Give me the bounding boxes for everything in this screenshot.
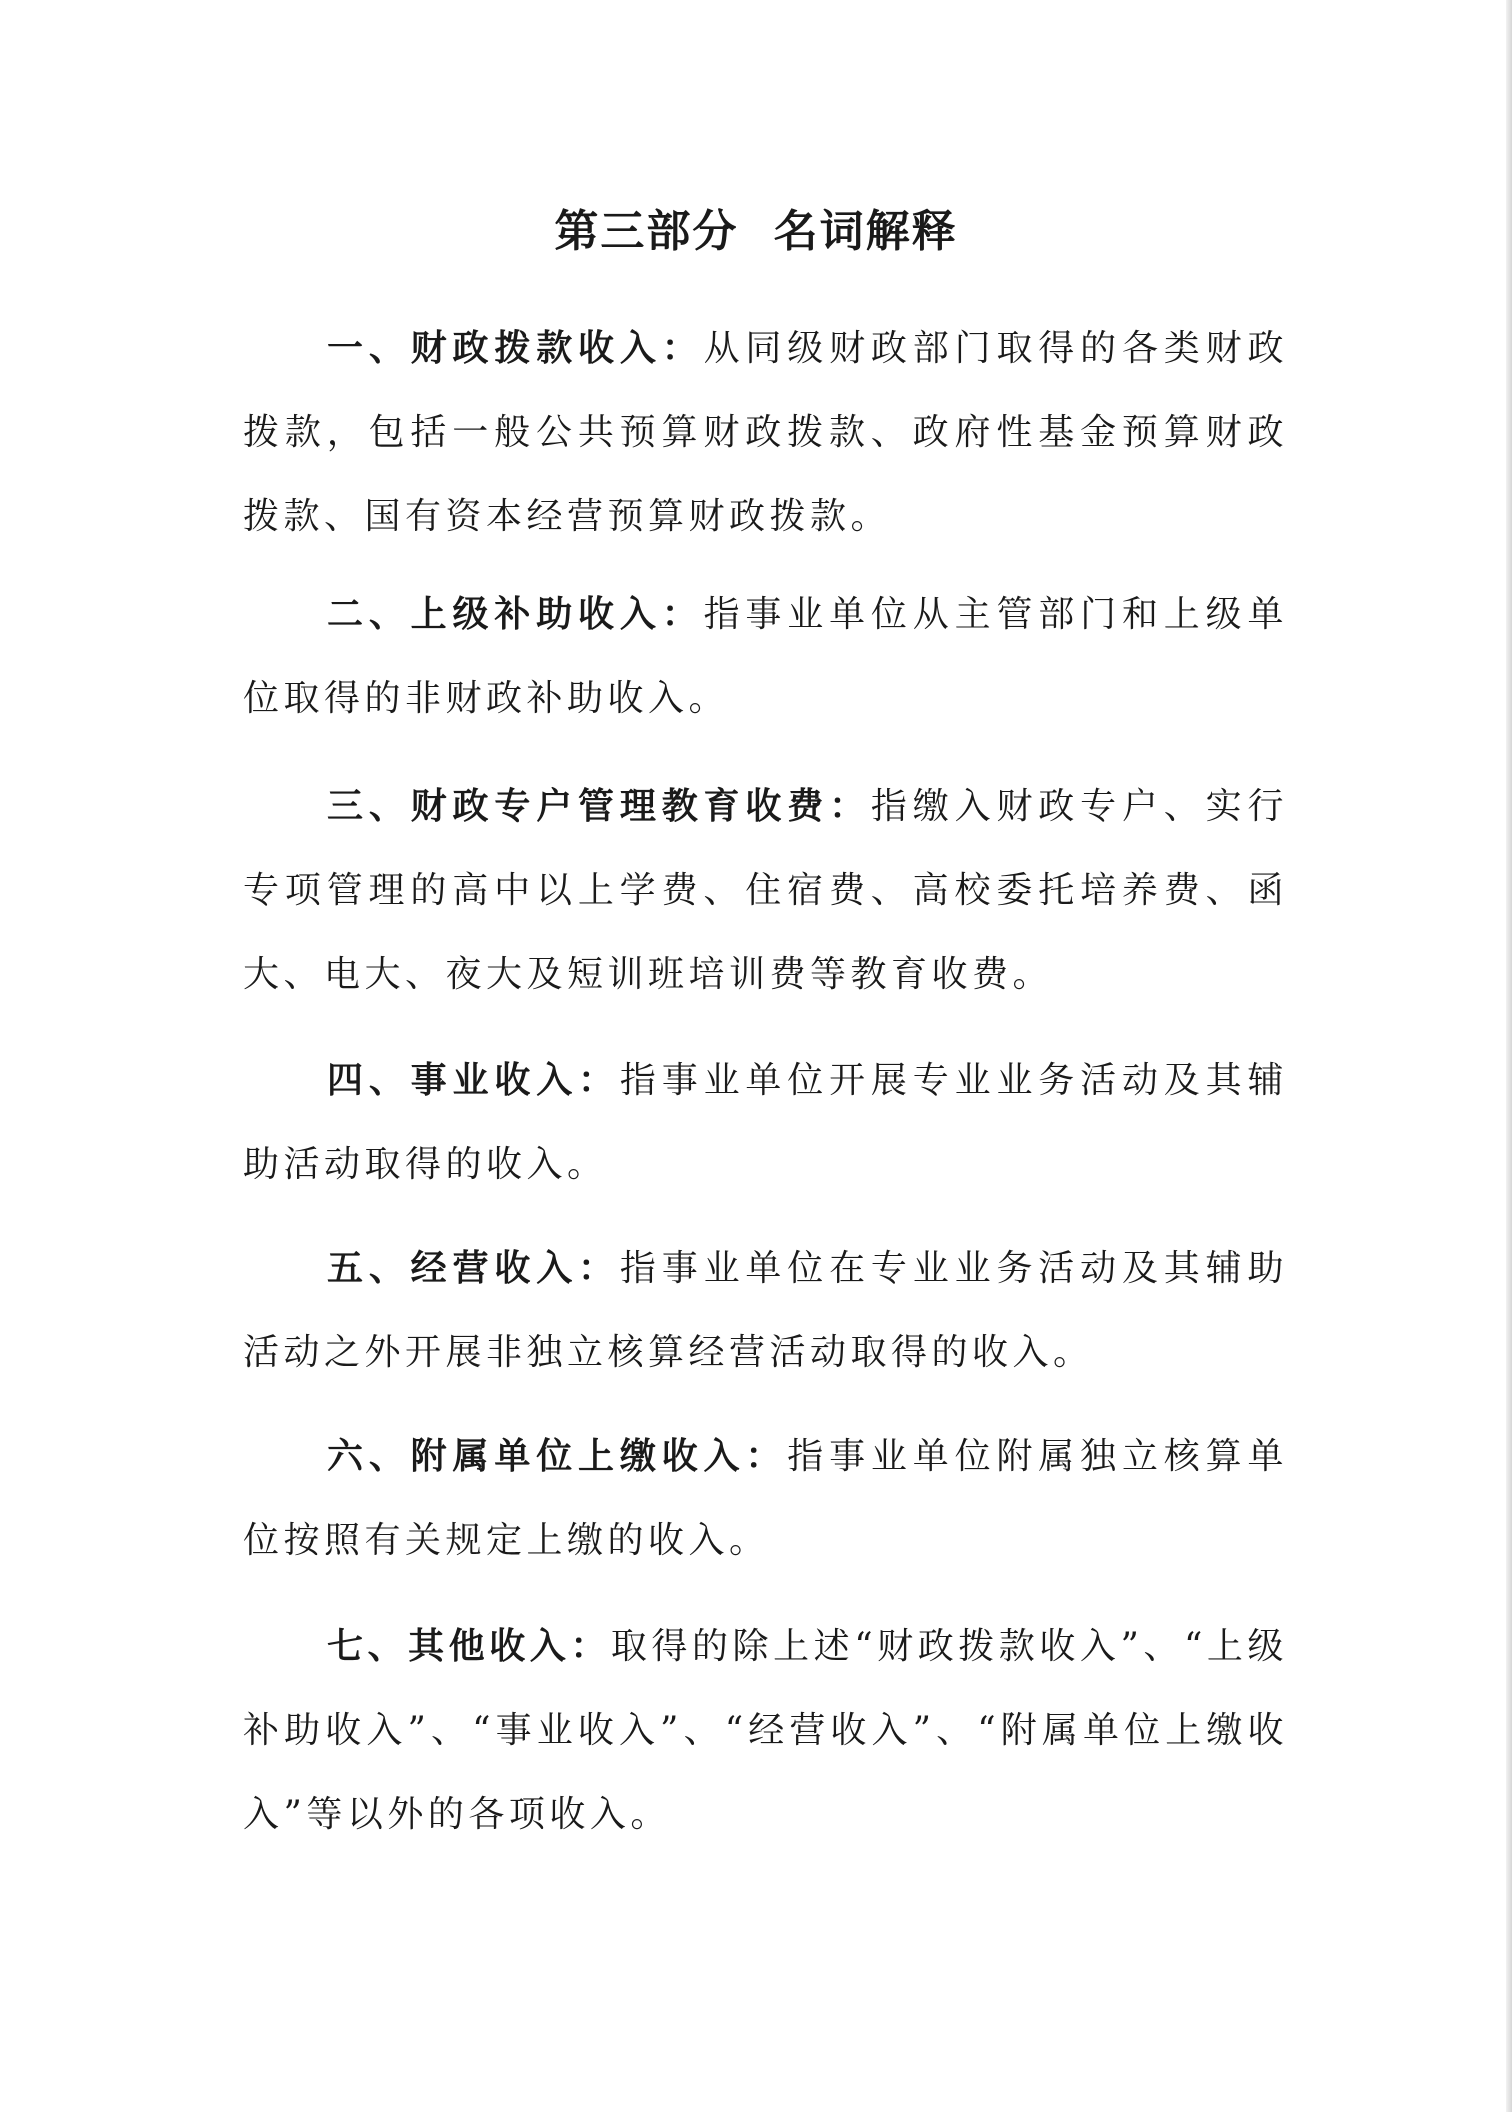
page-edge-shadow <box>1506 0 1512 2112</box>
page-title: 第三部分 名词解释 <box>554 206 958 257</box>
entry-definition: 指缴入财政专户、实行专项管理的高中以上学费、住宿费、高校委托培养费、函大、电大、夜大及短训班培训费等教育收费。 <box>243 786 1288 995</box>
glossary-entry-4 <box>243 1038 1288 1207</box>
entry-term: 五、经营收入： <box>327 1247 620 1289</box>
entry-term: 三、财政专户管理教育收费： <box>327 785 871 827</box>
entry-definition: 指事业单位从主管部门和上级单位取得的非财政补助收入。 <box>243 594 1288 719</box>
entry-term: 六、附属单位上缴收入： <box>327 1435 788 1477</box>
glossary-entry-3 <box>243 764 1288 1017</box>
entry-definition: 指事业单位开展专业业务活动及其辅助活动取得的收入。 <box>243 1060 1288 1185</box>
glossary-entry-1 <box>243 306 1288 559</box>
glossary-entry-6 <box>243 1414 1288 1583</box>
entry-term: 七、其他收入： <box>327 1625 611 1667</box>
entry-definition: 指事业单位附属独立核算单位按照有关规定上缴的收入。 <box>243 1436 1288 1561</box>
glossary-entry-5 <box>243 1226 1288 1395</box>
entry-definition: 取得的除上述“财政拨款收入”、“上级补助收入”、“事业收入”、“经营收入”、“附属单位上缴收入”等以外的各项收入。 <box>243 1626 1288 1835</box>
entry-term: 一、财政拨款收入： <box>327 327 704 369</box>
glossary-entry-7 <box>243 1604 1288 1857</box>
entry-term: 四、事业收入： <box>327 1059 620 1101</box>
entry-definition: 指事业单位在专业业务活动及其辅助活动之外开展非独立核算经营活动取得的收入。 <box>243 1248 1288 1373</box>
glossary-entry-2 <box>243 572 1288 741</box>
entry-definition: 从同级财政部门取得的各类财政拨款，包括一般公共预算财政拨款、政府性基金预算财政拨款、国有资本经营预算财政拨款。 <box>243 328 1288 537</box>
entry-term: 二、上级补助收入： <box>327 593 704 635</box>
